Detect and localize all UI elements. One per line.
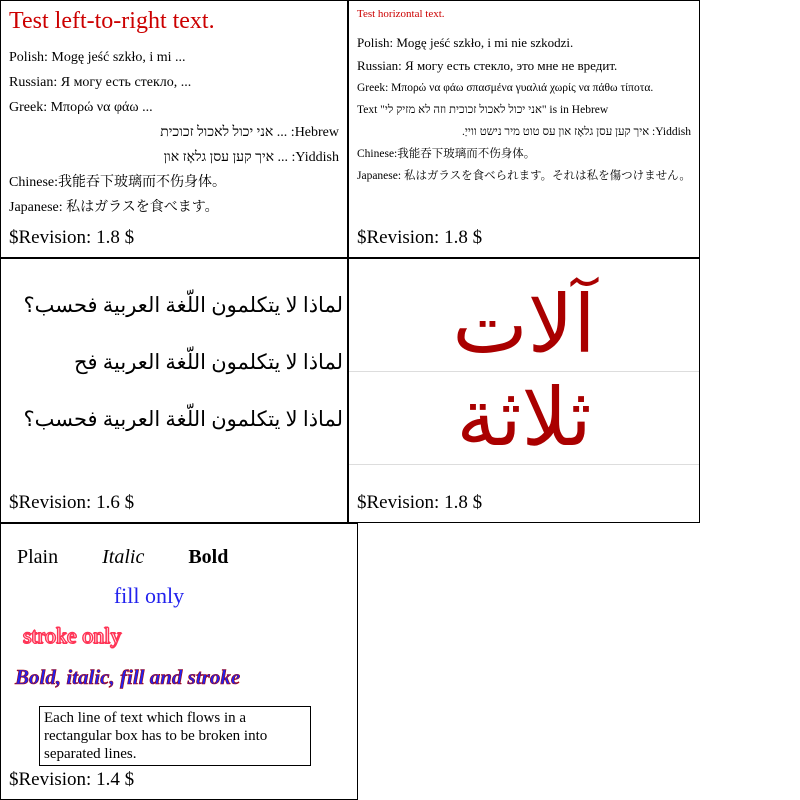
divider-lower [349,464,699,465]
ltr-revision: $Revision: 1.8 $ [9,227,135,248]
ltr-title: Test left-to-right text. [9,8,215,34]
cell-horizontal-text [348,0,700,258]
arabic-large-line-2: ثلاثة [456,371,592,464]
style-bold-italic-fill-stroke: Bold, italic, fill and stroke [15,665,241,689]
horizontal-revision: $Revision: 1.8 $ [357,227,483,248]
arabic-line-3: لماذا لا يتكلمون اللّغة العربية فحسب؟ [23,407,343,431]
styles-revision: $Revision: 1.4 $ [9,769,135,790]
ltr-line-hebrew: Hebrew: ... אני יכול לאכול זכוכית [160,125,339,140]
ltr-line-japanese: Japanese: 私はガラスを食べます。 [9,200,219,215]
style-bold-label: Bold [188,546,229,568]
style-stroke-only: stroke only [23,623,122,648]
cell-left-to-right [0,0,348,258]
style-plain-label: Plain [17,546,59,568]
cell-arabic-lines [0,258,348,523]
style-italic-label: Italic [102,546,145,568]
ltr-line-polish: Polish: Mogę jeść szkło, i mi ... [9,50,186,65]
arabic-line-2: لماذا لا يتكلمون اللّغة العربية فح [73,350,343,374]
flowed-text-box: Each line of text which flows in a rectangular box has to be broken into separated lines. [39,706,311,766]
horizontal-line-greek: Greek: Μπορώ να φάω σπασμένα γυαλιά χωρίς να πάθω τίποτα. [357,82,654,94]
horizontal-line-chinese: Chinese:我能吞下玻璃而不伤身体。 [357,148,536,160]
ltr-line-greek: Greek: Μπορώ να φάω ... [9,100,153,115]
horizontal-line-yiddish: Yiddish: איך קען עסן גלאָז און עס טוט מיר נישט ווייַ. [462,126,691,138]
styles-row [1,546,357,569]
horizontal-title: Test horizontal text. [357,8,445,20]
horizontal-line-russian: Russian: Я могу есть стекло, это мне не вредит. [357,58,618,73]
arabic-revision: $Revision: 1.6 $ [9,492,135,513]
style-fill-only: fill only [113,583,185,608]
horizontal-line-hebrew: Text "אני יכול לאכול זכוכית וזה לא מזיק לי" is in Hebrew [357,104,609,116]
arabic-large-line-1: آلات [452,278,596,371]
cell-text-styles [0,523,358,800]
horizontal-line-polish: Polish: Mogę jeść szkło, i mi nie szkodzi. [357,35,574,50]
arabic-line-1: لماذا لا يتكلمون اللّغة العربية فحسب؟ [23,293,343,317]
horizontal-line-japanese: Japanese: 私はガラスを食べられます。それは私を傷つけません。 [357,170,691,182]
ltr-line-russian: Russian: Я могу есть стекло, ... [9,75,192,90]
arabic-large-revision: $Revision: 1.8 $ [357,492,483,513]
cell-arabic-large [348,258,700,523]
ltr-line-chinese: Chinese:我能吞下玻璃而不伤身体。 [9,175,226,190]
ltr-line-yiddish: Yiddish: ... איך קען עסן גלאָז און [163,150,339,165]
